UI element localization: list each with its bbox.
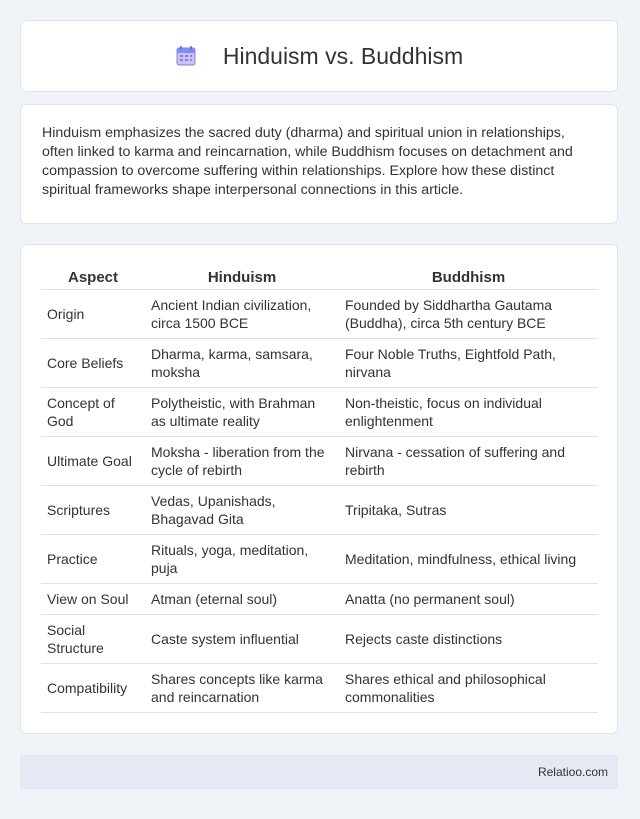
comparison-table: [41, 265, 598, 713]
intro-card: [20, 104, 618, 224]
buddhism-cell: Founded by Siddhartha Gautama (Buddha), circa 5th century BCE: [339, 290, 598, 339]
aspect-cell: Concept of God: [41, 388, 145, 437]
buddhism-cell: Four Noble Truths, Eightfold Path, nirvana: [339, 339, 598, 388]
table-row: [41, 615, 598, 664]
hinduism-cell: Moksha - liberation from the cycle of rebirth: [145, 437, 339, 486]
calendar-icon: [175, 45, 197, 67]
aspect-cell: Core Beliefs: [41, 339, 145, 388]
header-buddhism: Buddhism: [339, 265, 598, 290]
title-card: [20, 20, 618, 92]
aspect-cell: Practice: [41, 535, 145, 584]
header-aspect: Aspect: [41, 265, 145, 290]
intro-text: Hinduism emphasizes the sacred duty (dharma) and spiritual union in relationships, often linked to karma and reincarnation, while Buddhism focuses on detachment and compassion to overcome suffering within relationships. Explore how these distinct spiritual frameworks shape interpersonal connections in this article.: [42, 125, 573, 198]
hinduism-cell: Ancient Indian civilization, circa 1500 BCE: [145, 290, 339, 339]
aspect-cell: Ultimate Goal: [41, 437, 145, 486]
hinduism-cell: Atman (eternal soul): [145, 584, 339, 615]
table-row: [41, 339, 598, 388]
table-row: [41, 535, 598, 584]
hinduism-cell: Vedas, Upanishads, Bhagavad Gita: [145, 486, 339, 535]
buddhism-cell: Tripitaka, Sutras: [339, 486, 598, 535]
hinduism-cell: Dharma, karma, samsara, moksha: [145, 339, 339, 388]
table-row: [41, 584, 598, 615]
buddhism-cell: Anatta (no permanent soul): [339, 584, 598, 615]
hinduism-cell: Caste system influential: [145, 615, 339, 664]
table-row: [41, 486, 598, 535]
table-row: [41, 664, 598, 713]
buddhism-cell: Non-theistic, focus on individual enlightenment: [339, 388, 598, 437]
hinduism-cell: Polytheistic, with Brahman as ultimate reality: [145, 388, 339, 437]
aspect-cell: Compatibility: [41, 664, 145, 713]
aspect-cell: Origin: [41, 290, 145, 339]
buddhism-cell: Meditation, mindfulness, ethical living: [339, 535, 598, 584]
footer: [20, 755, 618, 789]
buddhism-cell: Nirvana - cessation of suffering and rebirth: [339, 437, 598, 486]
table-header-row: [41, 265, 598, 290]
aspect-cell: Scriptures: [41, 486, 145, 535]
hinduism-cell: Rituals, yoga, meditation, puja: [145, 535, 339, 584]
buddhism-cell: Shares ethical and philosophical commonalities: [339, 664, 598, 713]
footer-site-link[interactable]: Relatioo.com: [537, 765, 608, 779]
table-row: [41, 290, 598, 339]
table-row: [41, 437, 598, 486]
hinduism-cell: Shares concepts like karma and reincarnation: [145, 664, 339, 713]
aspect-cell: Social Structure: [41, 615, 145, 664]
table-row: [41, 388, 598, 437]
aspect-cell: View on Soul: [41, 584, 145, 615]
page-title: Hinduism vs. Buddhism: [222, 42, 464, 69]
buddhism-cell: Rejects caste distinctions: [339, 615, 598, 664]
header-hinduism: Hinduism: [145, 265, 339, 290]
comparison-card: [20, 244, 618, 734]
